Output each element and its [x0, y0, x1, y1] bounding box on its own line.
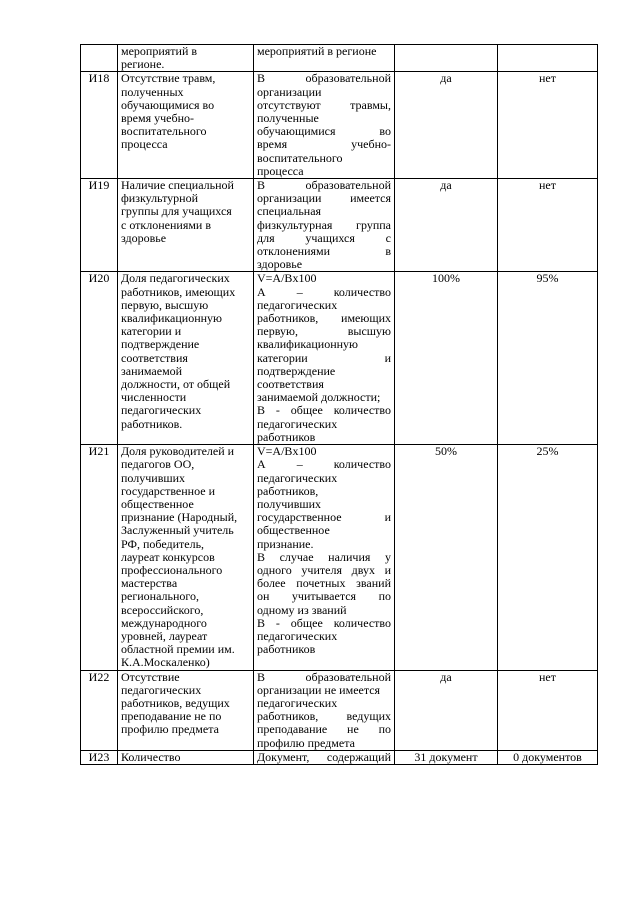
calculation-line: В образовательной [257, 71, 391, 86]
calculation-line: педагогических [257, 297, 338, 312]
criterion-line: преподавание не по [121, 709, 222, 724]
calculation-line: обучающимися во [257, 124, 391, 139]
criterion-line: регионального, [121, 589, 200, 604]
criterion-line: подтверждение [121, 337, 200, 352]
criterion-line: педагогических [121, 403, 202, 418]
table-row [81, 179, 598, 272]
criterion-line: Заслуженный учитель [121, 523, 234, 538]
indicator-calculation [254, 670, 395, 750]
calculation-line: педагогических [257, 695, 338, 710]
criterion-line: профилю предмета [121, 722, 219, 737]
indicator-calculation [254, 272, 395, 445]
table-row [81, 670, 598, 750]
criterion-line: время учебно- [121, 111, 194, 126]
calculation-line: организации имеется [257, 191, 391, 206]
indicator-code: И23 [81, 750, 118, 764]
criterion-line: мастерства [121, 576, 178, 591]
calculation-line: специальная [257, 204, 322, 219]
indicator-code: И22 [81, 670, 118, 750]
criterion-line: физкультурной [121, 191, 199, 206]
calculation-line: для учащихся с [257, 230, 391, 245]
criterion-line: РФ, победитель, [121, 536, 205, 551]
calculation-line: В образовательной [257, 178, 391, 193]
calculation-line: В - общее количество [257, 403, 391, 418]
target-value [395, 45, 498, 72]
calculation-line: В образовательной [257, 669, 391, 684]
criterion-line: общественное [121, 496, 194, 511]
criterion-line: работников, имеющих [121, 284, 236, 299]
calculation-line: он учитывается по [257, 589, 391, 604]
calculation-line: работников [257, 429, 316, 444]
criterion-line: здоровье [121, 230, 167, 245]
indicator-code: И21 [81, 445, 118, 670]
calculation-line: педагогических [257, 470, 338, 485]
criterion-line: Доля руководителей и [121, 444, 235, 459]
calculation-line: организации не имеется [257, 682, 381, 697]
criterion-line: работников, ведущих [121, 695, 230, 710]
calculation-line: время учебно- [257, 137, 391, 152]
calculation-line: организации [257, 84, 322, 99]
calculation-line: общественное [257, 523, 330, 538]
calculation-line: А – количество [257, 284, 391, 299]
calculation-line: занимаемой должности; [257, 390, 381, 405]
criterion-line: Доля педагогических [121, 271, 230, 286]
calculation-line: подтверждение [257, 363, 336, 378]
calculation-line: мероприятий в регионе [257, 44, 377, 58]
calculation-line: первую, высшую [257, 324, 391, 339]
calculation-line: государственное и [257, 510, 391, 525]
indicator-code: И18 [81, 72, 118, 179]
criterion-line: обучающимися во [121, 97, 215, 112]
criterion-line: группы для учащихся [121, 204, 232, 219]
criterion-line: областной премии им. [121, 642, 235, 657]
criterion-line: признание (Народный, [121, 510, 238, 525]
criterion-line: процесса [121, 137, 168, 152]
calculation-line: педагогических [257, 416, 338, 431]
criterion-line: квалификационную [121, 311, 223, 326]
calculation-line: преподавание не по [257, 722, 391, 737]
calculation-line: V=A/Bx100 [257, 271, 317, 286]
calculation-line: процесса [257, 163, 304, 178]
criterion-line: первую, высшую [121, 297, 209, 312]
indicator-criterion [118, 445, 254, 670]
calculation-line: работников [257, 642, 316, 657]
calculation-line: более почетных званий [257, 576, 391, 591]
calculation-line: А – количество [257, 457, 391, 472]
actual-value: 95% [498, 272, 598, 445]
table-row [81, 72, 598, 179]
indicator-criterion [118, 670, 254, 750]
criterion-line: Отсутствие [121, 669, 180, 684]
criterion-line: всероссийского, [121, 602, 204, 617]
criterion-line: педагогических [121, 682, 202, 697]
calculation-line: категории и [257, 350, 391, 365]
criterion-line: численности [121, 390, 187, 405]
criterion-line: воспитательного [121, 124, 207, 139]
target-value: да [395, 670, 498, 750]
criterion-line: Отсутствие травм, [121, 71, 216, 86]
criterion-line: работников. [121, 416, 183, 431]
criterion-line: Наличие специальной [121, 178, 234, 193]
indicator-calculation [254, 45, 395, 72]
criterion-line: категории и [121, 324, 182, 339]
indicator-criterion [118, 750, 254, 764]
calculation-line: одного учителя двух и [257, 562, 391, 577]
criterion-line: с отклонениями в [121, 217, 212, 232]
indicators-table [80, 44, 598, 765]
indicator-calculation [254, 750, 395, 764]
target-value: 31 документ [395, 750, 498, 764]
table-row [81, 45, 598, 72]
indicator-calculation [254, 179, 395, 272]
actual-value: нет [498, 179, 598, 272]
target-value: да [395, 179, 498, 272]
calculation-line: признание. [257, 536, 314, 551]
actual-value: нет [498, 670, 598, 750]
table-row [81, 272, 598, 445]
actual-value: нет [498, 72, 598, 179]
calculation-line: соответствия [257, 377, 324, 392]
indicator-criterion [118, 45, 254, 72]
criterion-line: занимаемой [121, 363, 183, 378]
calculation-line: работников, имеющих [257, 311, 391, 326]
indicator-calculation [254, 445, 395, 670]
indicator-calculation [254, 72, 395, 179]
target-value: 50% [395, 445, 498, 670]
calculation-line: одному из званий [257, 602, 347, 617]
criterion-line: К.А.Москаленко) [121, 655, 210, 670]
criterion-line: полученных [121, 84, 184, 99]
calculation-line: педагогических [257, 628, 338, 643]
target-value: 100% [395, 272, 498, 445]
calculation-line: профилю предмета [257, 735, 355, 750]
criterion-line: уровней, лауреат [121, 628, 208, 643]
calculation-line: отклонениями в [257, 244, 391, 259]
criterion-line: регионе. [121, 57, 165, 72]
criterion-line: мероприятий в [121, 44, 198, 58]
actual-value: 0 документов [498, 750, 598, 764]
calculation-line: полученные [257, 111, 319, 126]
criterion-line: международного [121, 615, 207, 630]
criterion-line: профессионального [121, 562, 223, 577]
calculation-line: V=A/Bx100 [257, 444, 317, 459]
calculation-line: здоровье [257, 257, 303, 272]
actual-value: 25% [498, 445, 598, 670]
indicator-code: И19 [81, 179, 118, 272]
actual-value [498, 45, 598, 72]
calculation-line: физкультурная группа [257, 217, 391, 232]
criterion-line: получивших [121, 470, 186, 485]
criterion-line: педагогов ОО, [121, 457, 195, 472]
criterion-line: лауреат конкурсов [121, 549, 215, 564]
calculation-line: отсутствуют травмы, [257, 97, 391, 112]
indicator-criterion [118, 72, 254, 179]
indicator-code [81, 45, 118, 72]
indicator-criterion [118, 179, 254, 272]
table-row [81, 445, 598, 670]
calculation-line: работников, ведущих [257, 709, 391, 724]
indicators-table-body [81, 45, 598, 765]
calculation-line: получивших [257, 496, 322, 511]
criterion-line: Количество [121, 749, 181, 764]
criterion-line: государственное и [121, 483, 215, 498]
calculation-line: работников, [257, 483, 319, 498]
calculation-line: воспитательного [257, 150, 343, 165]
calculation-line: Документ, содержащий [257, 749, 391, 764]
target-value: да [395, 72, 498, 179]
criterion-line: соответствия [121, 350, 188, 365]
table-row [81, 750, 598, 764]
indicator-criterion [118, 272, 254, 445]
indicator-code: И20 [81, 272, 118, 445]
criterion-line: должности, от общей [121, 377, 231, 392]
calculation-line: В случае наличия у [257, 549, 391, 564]
calculation-line: В - общее количество [257, 615, 391, 630]
calculation-line: квалификационную [257, 337, 359, 352]
